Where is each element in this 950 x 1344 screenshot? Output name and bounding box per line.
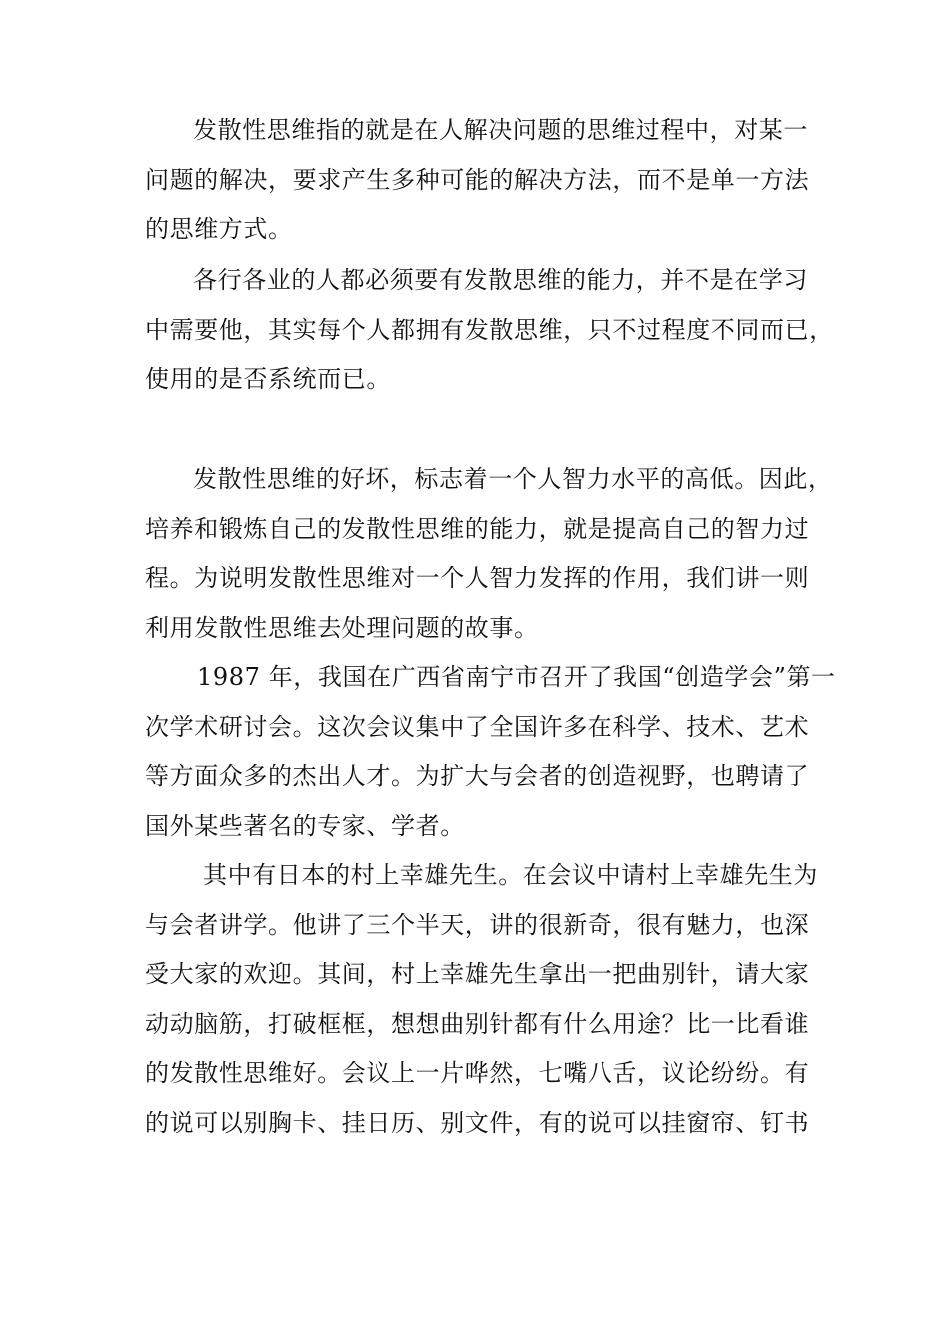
- paragraph-line: 受大家的欢迎。其间，村上幸雄先生拿出一把曲别针，请大家: [145, 960, 810, 988]
- paragraph-line: 次学术研讨会。这次会议集中了全国许多在科学、技术、艺术: [145, 712, 810, 741]
- paragraph-line: 国外某些著名的专家、学者。: [145, 811, 465, 840]
- paragraph-line: 培养和锻炼自己的发散性思维的能力，就是提高自己的智力过: [145, 514, 810, 543]
- paragraph-5: [145, 851, 835, 1148]
- paragraph-3: [145, 455, 835, 653]
- paragraph-line: 问题的解决，要求产生多种可能的解决方法，而不是单一方法: [145, 165, 810, 194]
- paragraph-line: 各行各业的人都必须要有发散思维的能力，并不是在学习: [193, 266, 808, 294]
- paragraph-line: 的发散性思维好。会议上一片哗然，七嘴八舌，议论纷纷。有: [145, 1059, 810, 1087]
- paragraph-2: [145, 256, 835, 405]
- paragraph-line: 程。为说明发散性思维对一个人智力发挥的作用，我们讲一则: [145, 564, 810, 592]
- paragraph-line: 与会者讲学。他讲了三个半天，讲的很新奇，很有魅力，也深: [145, 910, 810, 939]
- paragraph-line: 使用的是否系统而已。: [145, 365, 391, 393]
- paragraph-line: 的思维方式。: [145, 215, 293, 243]
- paragraph-line: 1987 年，我国在广西省南宁市召开了我国“创造学会”第一: [197, 663, 836, 691]
- paragraph-line: 的说可以别胸卡、挂日历、别文件，有的说可以挂窗帘、钉书: [145, 1108, 810, 1137]
- paragraph-line: 发散性思维指的就是在人解决问题的思维过程中，对某一: [193, 116, 808, 144]
- paragraph-line: 发散性思维的好坏，标志着一个人智力水平的高低。因此，: [193, 465, 833, 493]
- paragraph-line: 利用发散性思维去处理问题的故事。: [145, 613, 539, 642]
- paragraph-line: 动动脑筋，打破框框，想想曲别针都有什么用途？比一比看谁: [145, 1009, 810, 1038]
- paragraph-line: 中需要他，其实每个人都拥有发散思维，只不过程度不同而已，: [145, 315, 834, 344]
- paragraph-1: [145, 106, 835, 255]
- paragraph-line: 其中有日本的村上幸雄先生。在会议中请村上幸雄先生为: [203, 861, 818, 889]
- paragraph-line: 等方面众多的杰出人才。为扩大与会者的创造视野，也聘请了: [145, 762, 810, 790]
- paragraph-4: [145, 653, 835, 851]
